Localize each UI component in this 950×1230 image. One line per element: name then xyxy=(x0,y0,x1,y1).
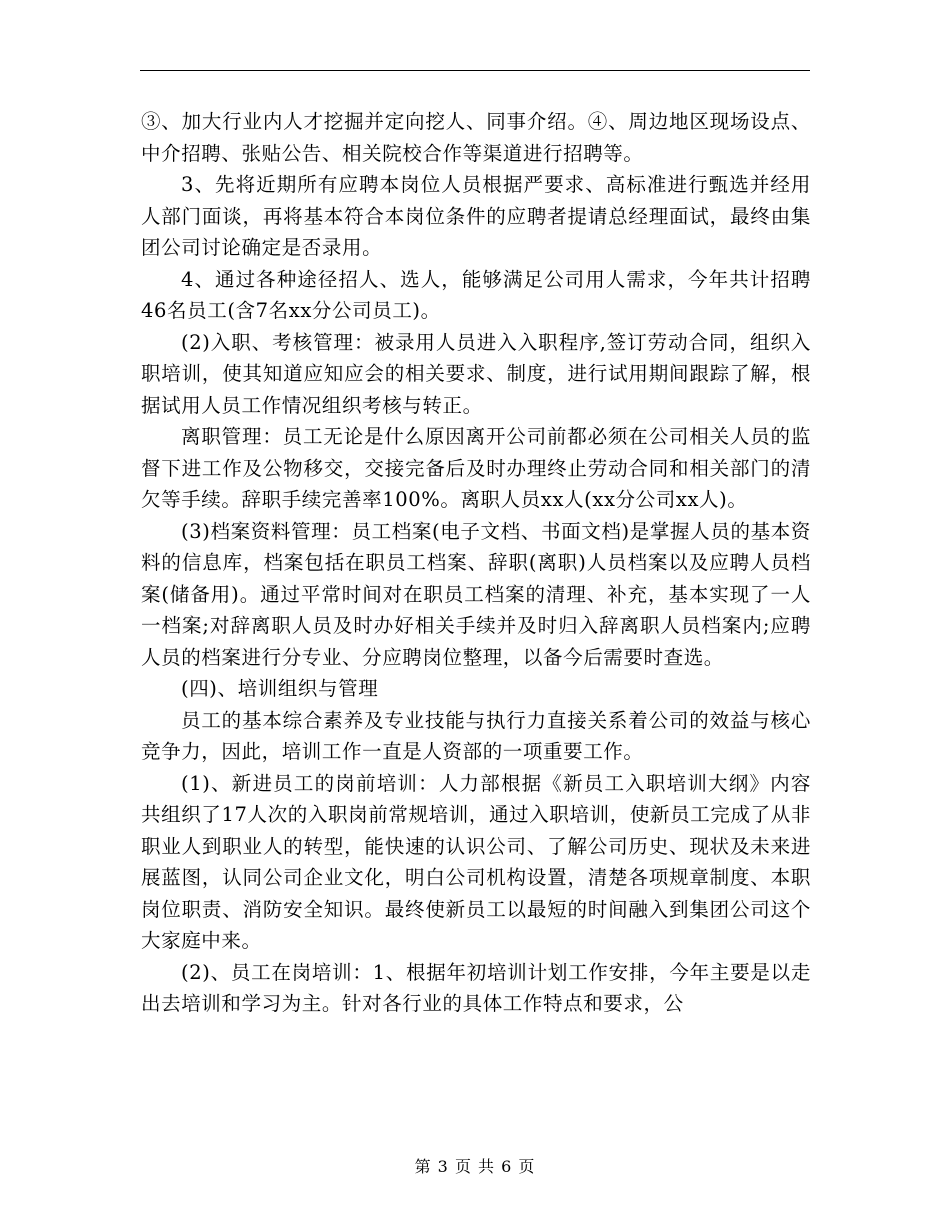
paragraph: (2)、员工在岗培训：1、根据年初培训计划工作安排，今年主要是以走出去培训和学习为主。针对各行业的具体工作特点和要求，公 xyxy=(141,960,811,1015)
paragraph: (1)、新进员工的岗前培训：人力部根据《新员工入职培训大纲》内容共组织了17人次的入职岗前常规培训，通过入职培训，使新员工完成了从非职业人到职业人的转型，能快速的认识公司、了解公司历史、现状及未来进展蓝图，认同公司企业文化，明白公司机构设置，清楚各项规章制度、本职岗位职责、消防安全知识。最终使新员工以最短的时间融入到集团公司这个大家庭中来。 xyxy=(141,771,811,952)
paragraph: 4、通过各种途径招人、选人，能够满足公司用人需求，今年共计招聘46名员工(含7名xx分公司员工)。 xyxy=(141,267,811,322)
paragraph: 3、先将近期所有应聘本岗位人员根据严要求、高标准进行甄选并经用人部门面谈，再将基本符合本岗位条件的应聘者提请总经理面试，最终由集团公司讨论确定是否录用。 xyxy=(141,173,811,259)
page-number: 第 3 页 共 6 页 xyxy=(414,1157,536,1176)
paragraph: (3)档案资料管理：员工档案(电子文档、书面文档)是掌握人员的基本资料的信息库，档案包括在职员工档案、辞职(离职)人员档案以及应聘人员档案(储备用)。通过平常时间对在职员工档案的清理、补充，基本实现了一人一档案;对辞离职人员及时办好相关手续并及时归入辞离职人员档案内;应聘人员的档案进行分专业、分应聘岗位整理，以备今后需要时查选。 xyxy=(141,519,811,669)
paragraph: 离职管理：员工无论是什么原因离开公司前都必须在公司相关人员的监督下进工作及公物移交，交接完备后及时办理终止劳动合同和相关部门的清欠等手续。辞职手续完善率100%。离职人员xx人(xx分公司xx人)。 xyxy=(141,425,811,511)
section-heading: (四)、培训组织与管理 xyxy=(181,677,379,700)
paragraph: ③、加大行业内人才挖掘并定向挖人、同事介绍。④、周边地区现场设点、中介招聘、张贴公告、相关院校合作等渠道进行招聘等。 xyxy=(141,110,811,165)
body-text xyxy=(141,106,811,1020)
paragraph: (2)入职、考核管理：被录用人员进入入职程序,签订劳动合同，组织入职培训，使其知道应知应会的相关要求、制度，进行试用期间跟踪了解，根据试用人员工作情况组织考核与转正。 xyxy=(141,330,811,417)
paragraph: 员工的基本综合素养及专业技能与执行力直接关系着公司的效益与核心竞争力，因此，培训工作一直是人资部的一项重要工作。 xyxy=(141,708,811,763)
header-rule xyxy=(140,70,810,71)
